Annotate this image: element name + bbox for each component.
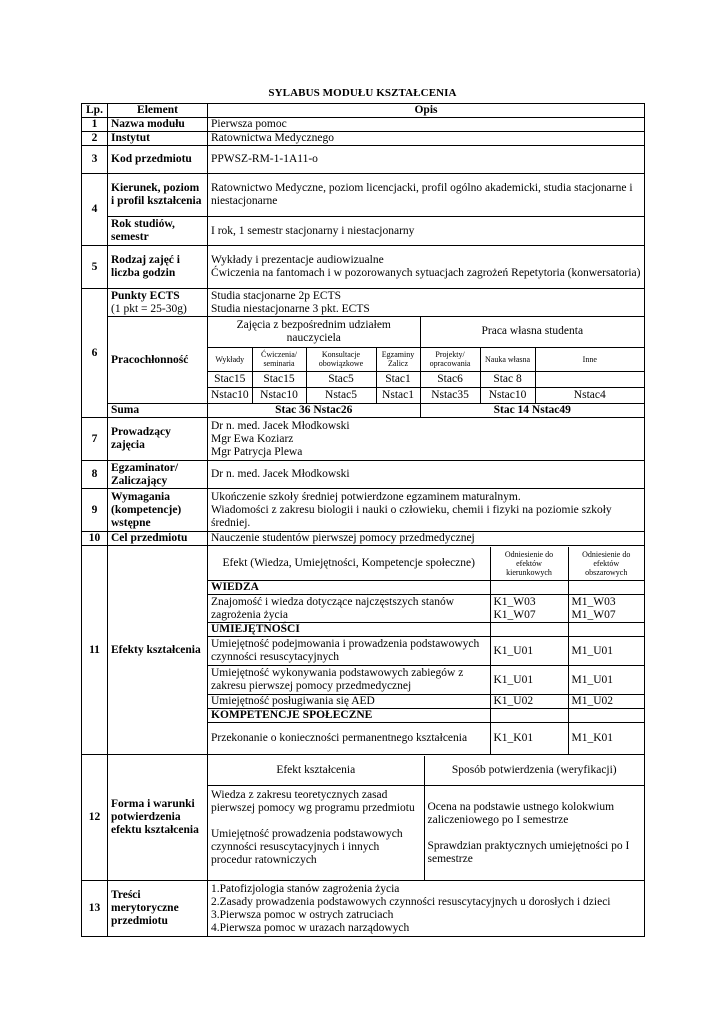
table-row	[82, 489, 645, 532]
stac-cell	[535, 371, 644, 387]
list-item: 2.Zasady prowadzenia podstawowych czynności resuscytacyjnych u dorosłych i dzieci	[211, 895, 611, 908]
header-row	[82, 104, 645, 118]
nstac-cell: Nstac10	[252, 387, 306, 403]
row-value: PPWSZ-RM-1-1A11-o	[208, 146, 645, 174]
empty-cell	[568, 623, 644, 637]
effect-obsz: M1_W03 M1_W07	[568, 595, 644, 623]
col-head: Inne	[535, 347, 644, 371]
row-label: Rodzaj zajęć i liczba godzin	[108, 246, 208, 289]
row-label: Treści merytoryczne przedmiotu	[108, 881, 208, 937]
empty-cell	[568, 709, 644, 723]
verif-methods	[424, 786, 644, 880]
table-row	[82, 289, 645, 317]
page-title: SYLABUS MODUŁU KSZTAŁCENIA	[268, 87, 457, 99]
row-value: Pierwsza pomoc	[208, 118, 645, 132]
effect-text: Umiejętność wykonywania podstawowych zabiegów z zakresu pierwszej pomocy przedmedycznej	[208, 666, 490, 695]
row-number: 4	[82, 174, 108, 246]
table-row	[82, 532, 645, 546]
row-number: 13	[82, 881, 108, 937]
table-row	[82, 546, 645, 755]
header-lp: Lp.	[82, 104, 108, 118]
stac-cell: Stac1	[376, 371, 420, 387]
row-label: Nazwa modułu	[108, 118, 208, 132]
row-label: Instytut	[108, 132, 208, 146]
effects-table	[208, 547, 644, 754]
row-number: 7	[82, 418, 108, 461]
row-value: Wykłady i prezentacje audiowizualne Ćwiczenia na fantomach i w pozorowanych sytuacjach zagrożeń Repetytoria (konwersatoria)	[208, 246, 645, 289]
workload-table	[208, 317, 644, 403]
table-row	[82, 881, 645, 937]
empty-cell	[490, 581, 568, 595]
table-row	[82, 146, 645, 174]
list-item: 4.Pierwsza pomoc w urazach narządowych	[211, 921, 410, 934]
row-number: 9	[82, 489, 108, 532]
verification-cell	[208, 755, 645, 881]
row-label: Kod przedmiotu	[108, 146, 208, 174]
verif-effect-2: Umiejętność prowadzenia podstawowych czynności resuscytacyjnych i innych procedur ratowniczych	[211, 828, 403, 866]
verif-effects	[208, 786, 424, 880]
row-value: Nauczenie studentów pierwszej pomocy przedmedycznej	[208, 532, 645, 546]
effect-obsz: M1_K01	[568, 723, 644, 754]
col-head: Konsultacje obowiązkowe	[306, 347, 376, 371]
sum-self: Stac 14 Nstac49	[420, 404, 644, 417]
header-element: Element	[108, 104, 208, 118]
effect-kier: K1_U02	[490, 695, 568, 709]
effects-head-obsz: Odniesienie do efektów obszarowych	[568, 547, 644, 581]
verif-effect-1: Wiedza z zakresu teoretycznych zasad pierwszej pomocy wg programu przedmiotu	[211, 789, 415, 814]
sum-label: Suma	[108, 404, 208, 418]
list-item: 3.Pierwsza pomoc w ostrych zatruciach	[211, 908, 394, 921]
stac-cell: Stac 8	[480, 371, 535, 387]
row-number: 6	[82, 289, 108, 418]
ects-value: Studia stacjonarne 2p ECTS Studia niestacjonarne 3 pkt. ECTS	[208, 289, 645, 317]
stac-cell: Stac15	[208, 371, 252, 387]
row-value: Ratownictwo Medyczne, poziom licencjacki, profil ogólno akademicki, studia stacjonarne i niestacjonarne	[208, 174, 645, 217]
sum-cell	[208, 404, 645, 418]
row-label: Kierunek, poziom i profil kształcenia	[108, 174, 208, 217]
effect-text: Znajomość i wiedza dotyczące najczęstszych stanów zagrożenia życia	[208, 595, 490, 623]
row-number: 8	[82, 461, 108, 489]
ects-label: Punkty ECTS	[111, 289, 180, 302]
table-row	[82, 755, 645, 881]
row-label: Rok studiów, semestr	[108, 217, 208, 246]
col-head: Nauka własna	[480, 347, 535, 371]
sum-teacher: Stac 36 Nstac26	[208, 404, 420, 417]
effect-kier: K1_W03 K1_W07	[490, 595, 568, 623]
sum-table	[208, 404, 644, 417]
effects-cell	[208, 546, 645, 755]
table-row	[82, 461, 645, 489]
col-head: Ćwiczenia/ seminaria	[252, 347, 306, 371]
syllabus-table	[81, 103, 645, 937]
list-item: 1.Patofizjologia stanów zagrożenia życia	[211, 882, 400, 895]
row-label: Prowadzący zajęcia	[108, 418, 208, 461]
workload-cell	[208, 317, 645, 404]
nstac-cell: Nstac1	[376, 387, 420, 403]
group-self: Praca własna studenta	[420, 317, 644, 347]
effect-obsz: M1_U01	[568, 666, 644, 695]
table-row	[82, 317, 645, 404]
effect-kier: K1_U01	[490, 637, 568, 666]
table-row	[82, 217, 645, 246]
verif-method-1: Ocena na podstawie ustnego kolokwium zaliczeniowego po I semestrze	[427, 801, 615, 826]
table-row	[82, 418, 645, 461]
table-row	[82, 132, 645, 146]
verif-head-method: Sposób potwierdzenia (weryfikacji)	[424, 756, 644, 786]
empty-cell	[490, 709, 568, 723]
row-value: Ratownictwa Medycznego	[208, 132, 645, 146]
nstac-cell: Nstac35	[420, 387, 480, 403]
stac-cell: Stac5	[306, 371, 376, 387]
verification-table	[208, 756, 644, 880]
verif-head-effect: Efekt kształcenia	[208, 756, 424, 786]
section-umiejetnosci: UMIEJĘTNOŚCI	[208, 623, 490, 637]
row-number: 11	[82, 546, 108, 755]
ects-sub: (1 pkt = 25-30g)	[111, 302, 187, 315]
empty-cell	[568, 581, 644, 595]
section-kompetencje: KOMPETENCJE SPOŁECZNE	[208, 709, 490, 723]
header-opis: Opis	[208, 104, 645, 118]
effect-text: Przekonanie o konieczności permanentnego kształcenia	[208, 723, 490, 754]
verif-method-2: Sprawdzian praktycznych umiejętności po I semestrze	[427, 840, 630, 865]
row-value: I rok, 1 semestr stacjonarny i niestacjonarny	[208, 217, 645, 246]
row-label: Forma i warunki potwierdzenia efektu kształcenia	[108, 755, 208, 881]
row-label: Cel przedmiotu	[108, 532, 208, 546]
row-number: 2	[82, 132, 108, 146]
section-wiedza: WIEDZA	[208, 581, 490, 595]
stac-cell: Stac15	[252, 371, 306, 387]
table-row	[82, 174, 645, 217]
workload-label: Pracochłonność	[108, 317, 208, 404]
table-row	[82, 246, 645, 289]
effect-text: Umiejętność posługiwania się AED	[208, 695, 490, 709]
col-head: Wykłady	[208, 347, 252, 371]
stac-cell: Stac6	[420, 371, 480, 387]
row-number: 5	[82, 246, 108, 289]
row-number: 10	[82, 532, 108, 546]
row-number: 12	[82, 755, 108, 881]
content-list	[208, 881, 645, 937]
row-value: Ukończenie szkoły średniej potwierdzone egzaminem maturalnym. Wiadomości z zakresu biologii i nauki o człowieku, chemii i fizyki na poziomie szkoły średniej.	[208, 489, 645, 532]
row-value: Dr n. med. Jacek Młodkowski	[208, 461, 645, 489]
table-row	[82, 404, 645, 418]
row-value: Dr n. med. Jacek Młodkowski Mgr Ewa Koziarz Mgr Patrycja Plewa	[208, 418, 645, 461]
row-number: 3	[82, 146, 108, 174]
effects-head-kier: Odniesienie do efektów kierunkowych	[490, 547, 568, 581]
col-head: Projekty/ opracowania	[420, 347, 480, 371]
empty-cell	[490, 623, 568, 637]
effect-obsz: M1_U01	[568, 637, 644, 666]
table-row	[82, 118, 645, 132]
effect-obsz: M1_U02	[568, 695, 644, 709]
nstac-cell: Nstac4	[535, 387, 644, 403]
group-teacher: Zajęcia z bezpośrednim udziałem nauczyciela	[208, 317, 420, 347]
nstac-cell: Nstac10	[208, 387, 252, 403]
row-label: Egzaminator/ Zaliczający	[108, 461, 208, 489]
effect-kier: K1_U01	[490, 666, 568, 695]
effects-head: Efekt (Wiedza, Umiejętności, Kompetencje społeczne)	[208, 547, 490, 581]
row-label: Wymagania (kompetencje) wstępne	[108, 489, 208, 532]
ects-label-cell	[108, 289, 208, 317]
effect-kier: K1_K01	[490, 723, 568, 754]
nstac-cell: Nstac10	[480, 387, 535, 403]
nstac-cell: Nstac5	[306, 387, 376, 403]
effect-text: Umiejętność podejmowania i prowadzenia podstawowych czynności resuscytacyjnych	[208, 637, 490, 666]
row-number: 1	[82, 118, 108, 132]
col-head: Egzaminy Zalicz	[376, 347, 420, 371]
row-label: Efekty kształcenia	[108, 546, 208, 755]
